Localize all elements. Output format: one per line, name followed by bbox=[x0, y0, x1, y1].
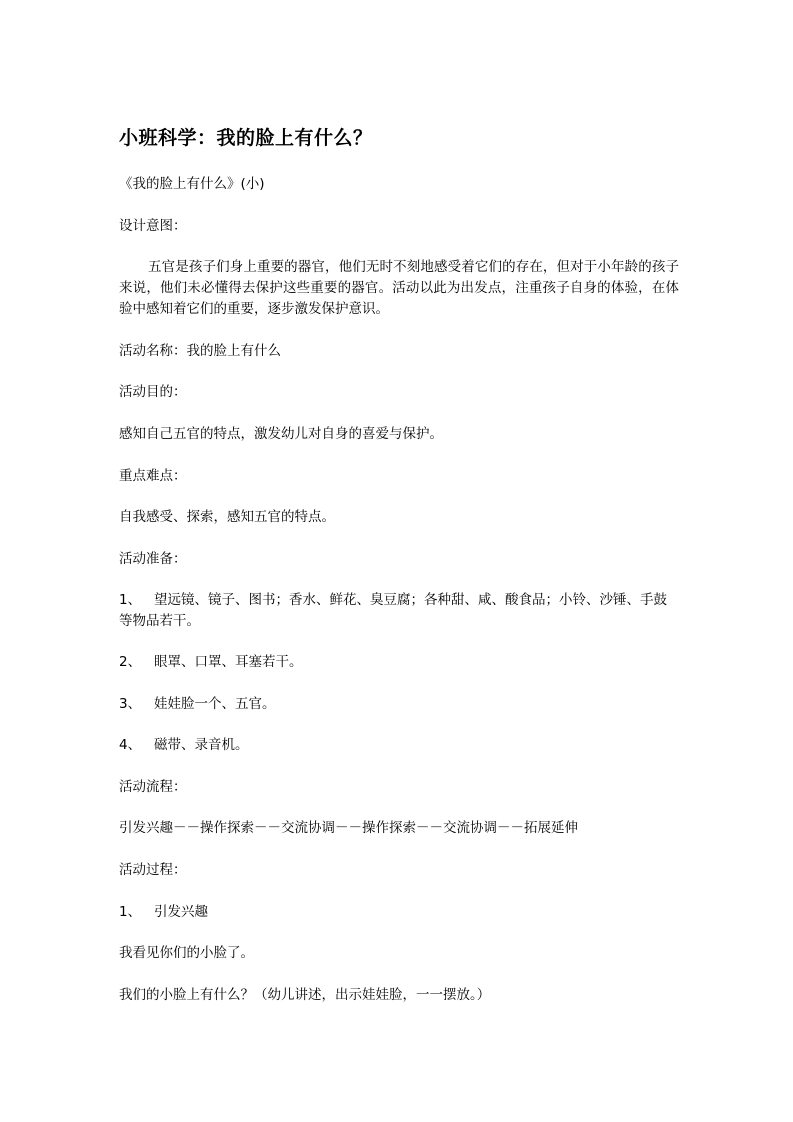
design-heading: 设计意图： bbox=[119, 218, 187, 234]
process-item-number: 1、 bbox=[119, 904, 142, 920]
activity-name: 活动名称：我的脸上有什么 bbox=[119, 343, 281, 359]
body-line: 我们的小脸上有什么？（幼儿讲述，出示娃娃脸，一一摆放。） bbox=[119, 987, 491, 1003]
prep-item bbox=[119, 590, 679, 632]
prep-heading: 活动准备： bbox=[119, 551, 187, 567]
prep-item bbox=[119, 652, 303, 672]
flow-heading: 活动流程： bbox=[119, 779, 187, 795]
process-item bbox=[119, 902, 208, 922]
prep-item bbox=[119, 735, 249, 755]
prep-item-number: 4、 bbox=[119, 737, 142, 753]
flow-text: 引发兴趣－－操作探索－－交流协调－－操作探索－－交流协调－－拓展延伸 bbox=[119, 820, 578, 836]
prep-item bbox=[119, 694, 276, 714]
prep-item-number: 1、 bbox=[119, 592, 142, 608]
process-heading: 活动过程： bbox=[119, 862, 187, 878]
body-line: 我看见你们的小脸了。 bbox=[119, 945, 254, 961]
design-paragraph: 五官是孩子们身上重要的器官，他们无时不刻地感受着它们的存在，但对于小年龄的孩子来说，他们未必懂得去保护这些重要的器官。活动以此为出发点，注重孩子自身的体验，在体验中感知着它们的重要，逐步激发保护意识。 bbox=[119, 259, 679, 317]
goal-text: 感知自己五官的特点，激发幼儿对自身的喜爱与保护。 bbox=[119, 426, 443, 442]
goal-heading: 活动目的： bbox=[119, 384, 187, 400]
process-item-text: 引发兴趣 bbox=[154, 904, 208, 920]
prep-item-text: 磁带、录音机。 bbox=[154, 737, 249, 753]
prep-item-text: 眼罩、口罩、耳塞若干。 bbox=[154, 654, 303, 670]
subtitle: 《我的脸上有什么》(小) bbox=[119, 176, 265, 192]
prep-item-text: 娃娃脸一个、五官。 bbox=[154, 696, 276, 712]
key-text: 自我感受、探索，感知五官的特点。 bbox=[119, 509, 335, 525]
prep-item-number: 3、 bbox=[119, 696, 142, 712]
page-title: 小班科学：我的脸上有什么？ bbox=[119, 127, 373, 149]
prep-item-text: 望远镜、镜子、图书；香水、鲜花、臭豆腐；各种甜、咸、酸食品；小铃、沙锤、手鼓等物品若干。 bbox=[119, 592, 667, 629]
prep-item-number: 2、 bbox=[119, 654, 142, 670]
key-heading: 重点难点： bbox=[119, 468, 187, 484]
